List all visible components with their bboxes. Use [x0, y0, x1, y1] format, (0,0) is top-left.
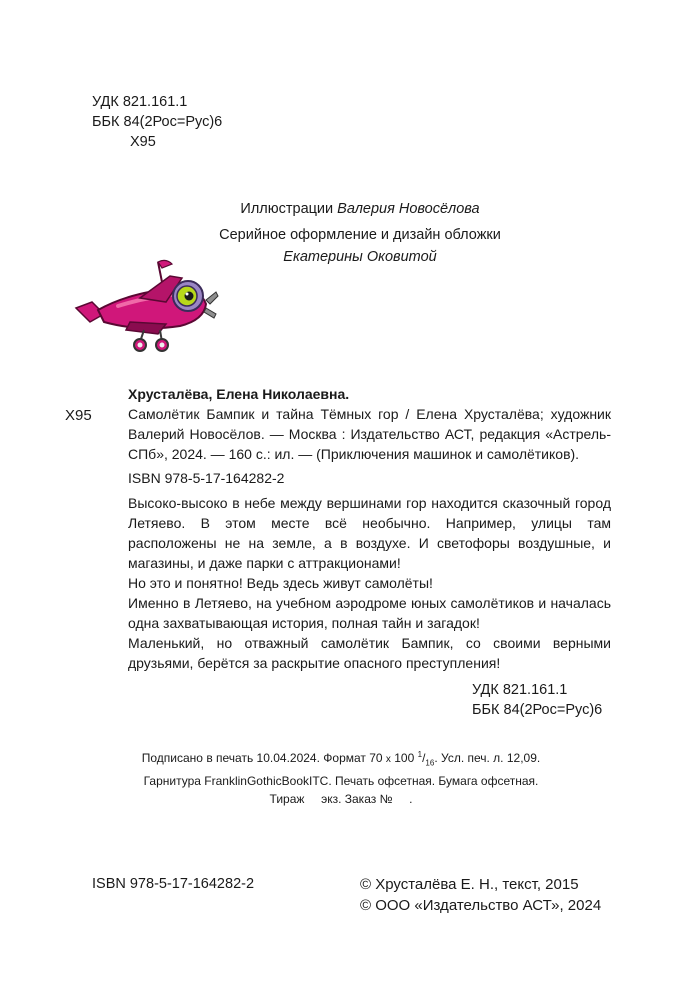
designer-name: Екатерины Оковитой — [283, 249, 437, 265]
udk-code: УДК 821.161.1 — [92, 94, 188, 110]
annotation-paragraph: Именно в Летяево, на учебном аэродроме юных самолётиков и началась одна захватывающая история, полная тайн и загадок! — [128, 595, 611, 631]
author-mark: Х95 — [130, 134, 156, 150]
imprint-sheets: . Усл. печ. л. 12,09. — [434, 751, 541, 765]
imprint-line-3: Тираж экз. Заказ № . — [269, 792, 413, 807]
annotation-paragraph: Но это и понятно! Ведь здесь живут самолёты! — [128, 575, 433, 591]
design-label: Серийное оформление и дизайн обложки — [219, 227, 501, 243]
isbn-record: ISBN 978-5-17-164282-2 — [128, 470, 285, 486]
udk-code: УДК 821.161.1 — [472, 682, 568, 698]
copyright-text: © Хрусталёва Е. Н., текст, 2015 — [360, 876, 579, 893]
illustrator-name: Валерия Новосёлова — [337, 201, 480, 217]
biblio-author-mark: Х95 — [65, 407, 92, 424]
copyright-block — [360, 874, 601, 916]
imprint-line-1: Подписано в печать 10.04.2024. Формат 70 x 100 $^1/_{16}$. Усл. печ. л. 12,09. — [141, 750, 541, 768]
annotation-paragraph: Маленький, но отважный самолётик Бампик, со своими верными друзьями, берётся за раскрытие опасного преступления! — [128, 635, 611, 671]
annotation-paragraph: Высоко-высоко в небе между вершинами гор находится сказочный город Летяево. В этом месте всё необычно. Например, улицы там расположены не на земле, а в воздухе. И светофоры воздушные, и магазины, и даже парки с аттракционами! — [128, 495, 611, 571]
udk-block-top — [92, 92, 222, 152]
bbk-code: ББК 84(2Рос=Рус)6 — [92, 114, 223, 130]
imprint-signed: Подписано в печать 10.04.2024. Формат 70 — [141, 751, 386, 765]
plane-illustration — [70, 248, 220, 358]
copyright-publisher: © ООО «Издательство АСТ», 2024 — [360, 897, 602, 914]
imprint-line-2: Гарнитура FranklinGothicBookITC. Печать офсетная. Бумага офсетная. — [143, 774, 539, 789]
imprint-fraction-num: 1 — [417, 750, 423, 759]
imprint — [0, 746, 682, 808]
imprint-fraction-den: 16 — [425, 758, 435, 768]
author-name: Хрусталёва, Елена Николаевна. — [128, 386, 350, 402]
imprint-times: x — [385, 754, 391, 765]
bibliographic-description: Самолётик Бампик и тайна Тёмных гор / Елена Хрусталёва; художник Валерий Новосёлов. — Москва : Издательство АСТ, редакция «Астрель-СПб», 2024. — 160 с.: ил. — (Приключения машинок и самолётиков). — [128, 406, 611, 462]
udk-block-bottom — [472, 680, 602, 720]
bibliographic-record — [128, 384, 611, 464]
isbn-footer: ISBN 978-5-17-164282-2 — [92, 876, 255, 892]
imprint-format: 100 — [390, 751, 418, 765]
bbk-code: ББК 84(2Рос=Рус)6 — [472, 702, 603, 718]
annotation — [128, 493, 611, 673]
illustrations-credit — [38, 198, 682, 220]
illustrations-label: Иллюстрации — [240, 201, 334, 217]
